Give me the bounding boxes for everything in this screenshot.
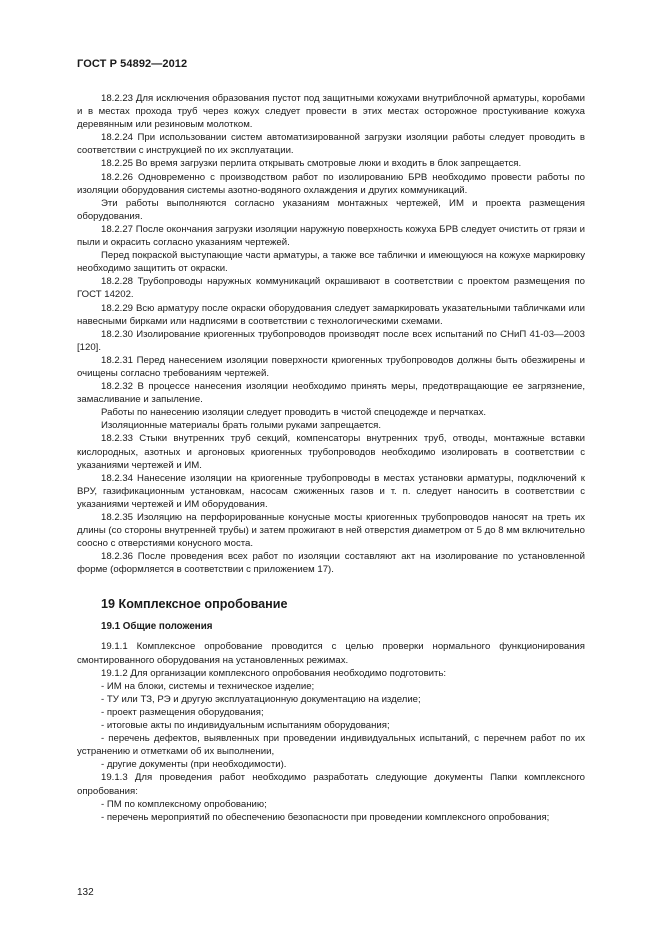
paragraph: Эти работы выполняются согласно указаниям монтажных чертежей, ИМ и проекта размещения оборудования.	[77, 197, 585, 222]
paragraph: - другие документы (при необходимости).	[101, 759, 287, 771]
paragraph: Изоляционные материалы брать голыми руками запрещается.	[101, 420, 382, 432]
paragraph: - перечень мероприятий по обеспечению безопасности при проведении комплексного опробования;	[101, 811, 550, 823]
paragraph: 18.2.34 Нанесение изоляции на криогенные трубопроводы в местах установки арматуры, подключений к ВРУ, газификационным установкам, насосам сжиженных газов и т. п. следует наносить в соответствии с указаниями чертежей и ИМ оборудования.	[77, 472, 585, 510]
page-number: 132	[77, 887, 94, 898]
paragraph: - ПМ по комплексному опробованию;	[101, 798, 267, 810]
paragraph: 18.2.35 Изоляцию на перфорированные конусные мосты криогенных трубопроводов наносят на треть их длины (со стороны внутренней трубы) и затем прожигают в ней отверстия диаметром от 5 до 8 мм включительно соосно с отверстиями конусного моста.	[77, 512, 585, 550]
paragraph: 18.2.31 Перед нанесением изоляции поверхности криогенных трубопроводов должны быть обезжирены и очищены согласно требованиям чертежей.	[77, 354, 585, 379]
paragraph: - ТУ или ТЗ, РЭ и другую эксплуатационную документацию на изделие;	[101, 693, 421, 705]
paragraph: 18.2.23 Для исключения образования пустот под защитными кожухами внутриблочной арматуры, коробами и в местах прохода труб через кожух следует провести в этих местах осторожное простукивание кожуха деревянным или резиновым молотком.	[77, 93, 585, 131]
paragraph: - перечень дефектов, выявленных при проведении индивидуальных испытаний, с перечнем работ по их устранению и отметками об их выполнении,	[77, 733, 585, 758]
paragraph: 18.2.32 В процессе нанесения изоляции необходимо принять меры, предотвращающие ее загрязнение, замасливание и запыление.	[77, 381, 585, 406]
document-body	[77, 92, 585, 824]
paragraph: - итоговые акты по индивидуальным испытаниям оборудования;	[101, 720, 390, 732]
paragraph: 19.1.1 Комплексное опробование проводится с целью проверки нормального функционирования смонтированного оборудования на установленных режимах.	[77, 641, 585, 666]
paragraph: 18.2.33 Стыки внутренних труб секций, компенсаторы внутренних труб, отводы, монтажные вставки кислородных, азотных и аргоновых криогенных трубопроводов необходимо изолировать в соответствии с указаниями чертежей и ИМ.	[77, 433, 585, 471]
section-title: 19 Комплексное опробование	[101, 597, 288, 612]
paragraph: - проект размещения оборудования;	[101, 706, 264, 718]
paragraph: 18.2.29 Всю арматуру после окраски оборудования следует замаркировать указательными табличками или навесными бирками или надписями в соответствии с технологическими схемами.	[77, 302, 585, 327]
paragraph: Работы по нанесению изоляции следует проводить в чистой спецодежде и перчатках.	[101, 407, 487, 419]
paragraph-block-19-1	[77, 640, 585, 823]
paragraph: 19.1.3 Для проведения работ необходимо разработать следующие документы Папки комплексного опробования:	[77, 772, 585, 797]
paragraph: 18.2.30 Изолирование криогенных трубопроводов производят после всех испытаний по СНиП 41-03—2003 [120].	[77, 328, 585, 353]
paragraph: - ИМ на блоки, системы и техническое изделие;	[101, 680, 315, 692]
paragraph: 18.2.27 После окончания загрузки изоляции наружную поверхность кожуха БРВ следует очистить от грязи и пыли и окрасить согласно указаниям чертежей.	[77, 223, 585, 249]
paragraph-block-18-2	[77, 92, 585, 576]
paragraph: 19.1.2 Для организации комплексного опробования необходимо подготовить:	[101, 667, 447, 679]
paragraph: 18.2.36 После проведения всех работ по изоляции составляют акт на изолирование по установленной форме (оформляется в соответствии с приложением 17).	[77, 551, 585, 576]
subsection-title: 19.1 Общие положения	[101, 621, 213, 633]
paragraph: Перед покраской выступающие части арматуры, а также все таблички и имеющуюся на кожухе маркировку необходимо защитить от окраски.	[77, 250, 585, 275]
paragraph: 18.2.25 Во время загрузки перлита открывать смотровые люки и входить в блок запрещается.	[101, 158, 522, 170]
document-header: ГОСТ Р 54892—2012	[77, 58, 188, 70]
paragraph: 18.2.26 Одновременно с производством работ по изолированию БРВ необходимо провести работы по изоляции оборудования системы азотно-водяного охлаждения и других коммуникаций.	[77, 171, 585, 196]
paragraph: 18.2.24 При использовании систем автоматизированной загрузки изоляции работы следует проводить в соответствии с инструкцией по их эксплуатации.	[77, 132, 585, 157]
paragraph: 18.2.28 Трубопроводы наружных коммуникаций окрашивают в соответствии с проектом размещения по ГОСТ 14202.	[77, 276, 585, 301]
